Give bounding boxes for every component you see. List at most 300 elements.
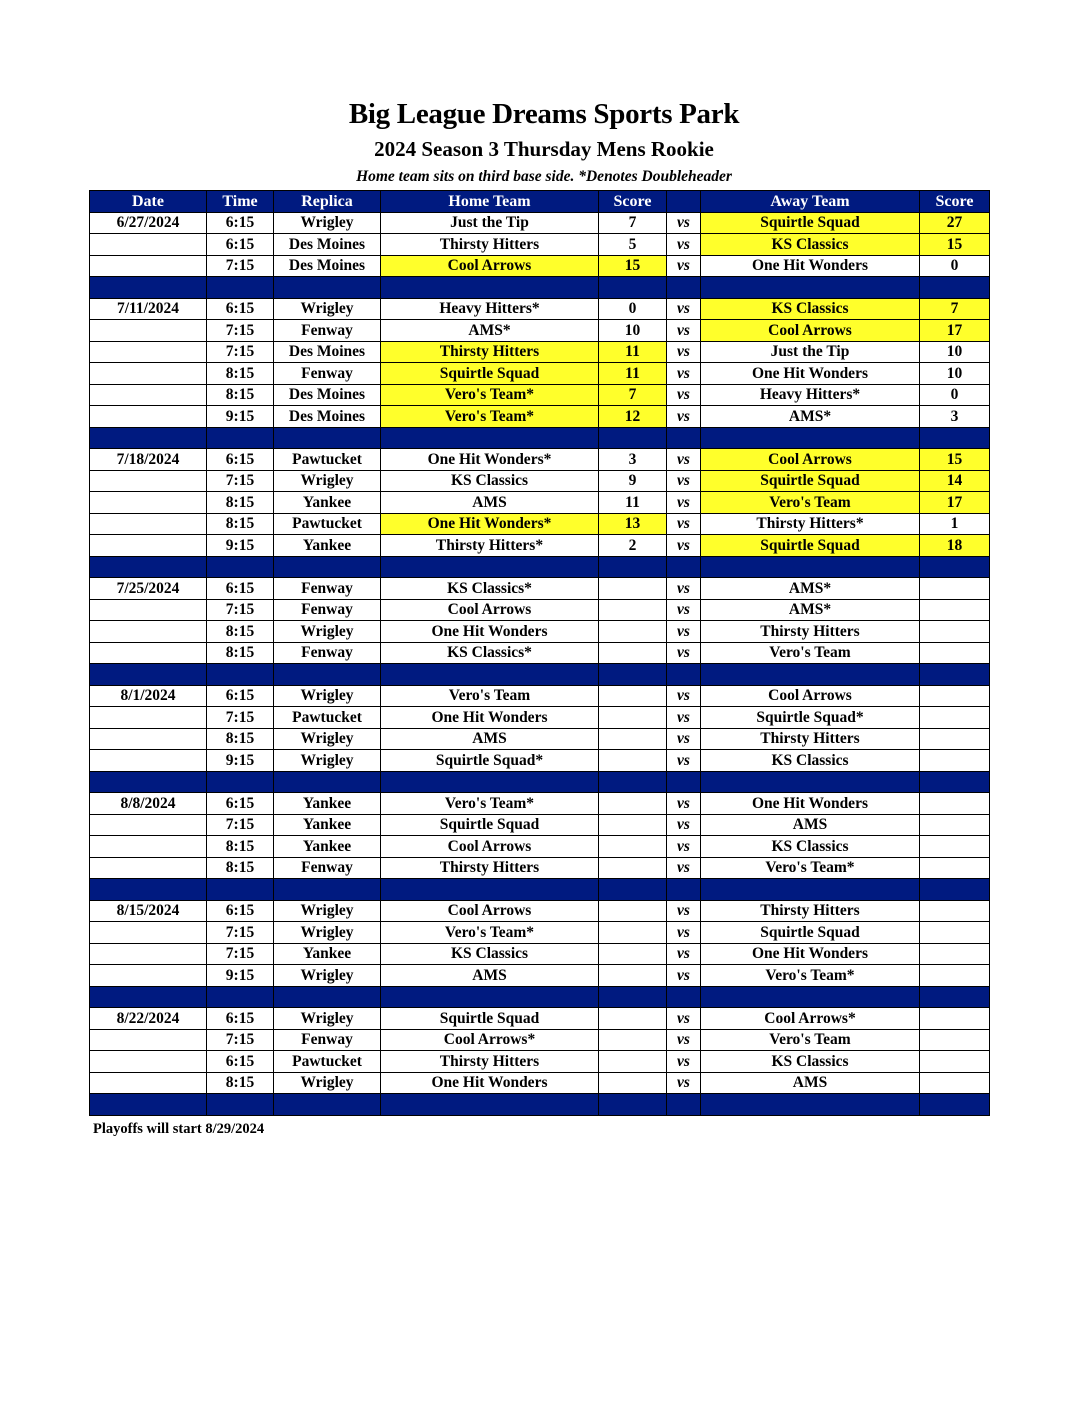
separator-cell [667,986,701,1008]
game-date [90,1051,207,1073]
table-row [90,1008,990,1030]
game-replica: Wrigley [274,470,381,492]
home-team: Cool Arrows [381,255,599,277]
away-score: 7 [920,298,990,320]
separator-cell [381,556,599,578]
home-team: Thirsty Hitters [381,857,599,879]
away-team: Vero's Team [701,1029,920,1051]
game-time: 6:15 [207,212,274,234]
game-replica: Yankee [274,793,381,815]
vs-label: vs [667,234,701,256]
game-time: 8:15 [207,1072,274,1094]
game-date [90,642,207,664]
vs-label: vs [667,255,701,277]
vs-label: vs [667,707,701,729]
table-row [90,707,990,729]
separator-cell [207,556,274,578]
table-header-row [90,191,990,213]
away-team: KS Classics [701,750,920,772]
table-row [90,449,990,471]
home-team: AMS [381,965,599,987]
separator-cell [274,556,381,578]
home-score [599,599,667,621]
table-row [90,599,990,621]
game-replica: Fenway [274,578,381,600]
game-time: 7:15 [207,943,274,965]
column-header-away-team: Away Team [701,191,920,213]
game-time: 9:15 [207,750,274,772]
home-score [599,1051,667,1073]
separator-cell [920,664,990,686]
vs-label: vs [667,384,701,406]
game-replica: Wrigley [274,298,381,320]
home-score [599,1072,667,1094]
separator-cell [667,1094,701,1116]
table-row [90,298,990,320]
home-score: 5 [599,234,667,256]
game-date [90,965,207,987]
table-row [90,922,990,944]
away-team: Just the Tip [701,341,920,363]
game-date: 8/22/2024 [90,1008,207,1030]
separator-cell [274,664,381,686]
vs-label: vs [667,320,701,342]
game-replica: Yankee [274,535,381,557]
vs-label: vs [667,621,701,643]
week-separator [90,771,990,793]
home-team: Vero's Team* [381,793,599,815]
table-row [90,341,990,363]
home-team: Cool Arrows [381,836,599,858]
game-replica: Yankee [274,836,381,858]
separator-cell [381,771,599,793]
home-team: AMS [381,492,599,514]
vs-label: vs [667,470,701,492]
away-team: Vero's Team [701,642,920,664]
away-team: Squirtle Squad* [701,707,920,729]
away-score [920,814,990,836]
separator-cell [920,986,990,1008]
separator-cell [599,277,667,299]
table-row [90,750,990,772]
game-replica: Yankee [274,492,381,514]
column-header-home-team: Home Team [381,191,599,213]
away-score [920,1051,990,1073]
home-team: One Hit Wonders [381,1072,599,1094]
table-row [90,255,990,277]
week-separator [90,879,990,901]
vs-label: vs [667,406,701,428]
table-row [90,1072,990,1094]
game-time: 8:15 [207,621,274,643]
home-score: 11 [599,492,667,514]
game-date [90,599,207,621]
away-score: 10 [920,341,990,363]
game-replica: Wrigley [274,621,381,643]
vs-label: vs [667,728,701,750]
column-header-date: Date [90,191,207,213]
game-date [90,943,207,965]
home-score [599,814,667,836]
home-team: Squirtle Squad [381,814,599,836]
separator-cell [381,427,599,449]
game-replica: Wrigley [274,965,381,987]
table-row [90,728,990,750]
table-row [90,513,990,535]
home-team: KS Classics* [381,578,599,600]
game-time: 6:15 [207,449,274,471]
game-time: 6:15 [207,1051,274,1073]
vs-label: vs [667,535,701,557]
away-score [920,836,990,858]
vs-label: vs [667,857,701,879]
week-separator [90,1094,990,1116]
game-date [90,922,207,944]
separator-cell [920,427,990,449]
home-team: Heavy Hitters* [381,298,599,320]
vs-label: vs [667,814,701,836]
column-header-home-score: Score [599,191,667,213]
game-replica: Fenway [274,857,381,879]
vs-label: vs [667,599,701,621]
schedule-table [89,190,990,1116]
separator-cell [90,1094,207,1116]
game-date [90,1072,207,1094]
game-replica: Fenway [274,599,381,621]
game-replica: Fenway [274,642,381,664]
column-header-time: Time [207,191,274,213]
separator-cell [381,986,599,1008]
away-team: AMS* [701,599,920,621]
game-date: 8/8/2024 [90,793,207,815]
away-score [920,578,990,600]
separator-cell [90,427,207,449]
away-team: Cool Arrows* [701,1008,920,1030]
away-team: Squirtle Squad [701,212,920,234]
away-team: AMS* [701,578,920,600]
away-score: 15 [920,449,990,471]
away-score [920,728,990,750]
home-team: Thirsty Hitters [381,1051,599,1073]
separator-cell [920,277,990,299]
separator-cell [207,664,274,686]
game-time: 7:15 [207,599,274,621]
game-replica: Pawtucket [274,513,381,535]
vs-label: vs [667,642,701,664]
separator-cell [381,664,599,686]
separator-cell [90,986,207,1008]
week-separator [90,427,990,449]
away-score: 0 [920,255,990,277]
separator-cell [274,1094,381,1116]
game-date: 7/18/2024 [90,449,207,471]
separator-cell [274,277,381,299]
separator-cell [599,879,667,901]
away-team: KS Classics [701,298,920,320]
home-score [599,1029,667,1051]
vs-label: vs [667,943,701,965]
away-team: Thirsty Hitters [701,621,920,643]
table-row [90,793,990,815]
separator-cell [920,1094,990,1116]
home-score [599,793,667,815]
game-time: 6:15 [207,1008,274,1030]
home-score: 3 [599,449,667,471]
away-score [920,599,990,621]
home-team: One Hit Wonders* [381,449,599,471]
vs-label: vs [667,341,701,363]
away-score: 10 [920,363,990,385]
separator-cell [90,771,207,793]
game-date [90,707,207,729]
page-subtitle: 2024 Season 3 Thursday Mens Rookie [374,137,714,161]
game-time: 9:15 [207,406,274,428]
game-date: 7/11/2024 [90,298,207,320]
game-date [90,320,207,342]
game-time: 7:15 [207,707,274,729]
away-team: AMS* [701,406,920,428]
game-replica: Fenway [274,363,381,385]
game-replica: Wrigley [274,728,381,750]
game-date: 8/1/2024 [90,685,207,707]
separator-cell [920,771,990,793]
game-replica: Wrigley [274,900,381,922]
away-team: KS Classics [701,234,920,256]
vs-label: vs [667,513,701,535]
game-time: 7:15 [207,922,274,944]
column-header-replica: Replica [274,191,381,213]
game-date [90,470,207,492]
game-time: 6:15 [207,298,274,320]
table-row [90,836,990,858]
vs-label: vs [667,1072,701,1094]
home-score: 2 [599,535,667,557]
game-time: 8:15 [207,513,274,535]
vs-label: vs [667,492,701,514]
separator-cell [599,986,667,1008]
page-title: Big League Dreams Sports Park [348,98,740,130]
home-score: 9 [599,470,667,492]
home-score: 7 [599,212,667,234]
game-date [90,1029,207,1051]
home-team: AMS [381,728,599,750]
away-score [920,685,990,707]
game-time: 7:15 [207,341,274,363]
away-score: 0 [920,384,990,406]
home-team: KS Classics [381,470,599,492]
away-score [920,965,990,987]
vs-label: vs [667,965,701,987]
away-score [920,642,990,664]
table-row [90,406,990,428]
home-team: Thirsty Hitters [381,341,599,363]
game-date [90,234,207,256]
vs-label: vs [667,1029,701,1051]
home-score: 12 [599,406,667,428]
separator-cell [207,771,274,793]
separator-cell [701,556,920,578]
vs-label: vs [667,836,701,858]
week-separator [90,277,990,299]
home-team: Squirtle Squad* [381,750,599,772]
away-score: 17 [920,492,990,514]
home-team: Cool Arrows [381,599,599,621]
home-score: 0 [599,298,667,320]
away-score [920,1008,990,1030]
separator-cell [701,1094,920,1116]
game-date [90,535,207,557]
vs-label: vs [667,298,701,320]
separator-cell [667,771,701,793]
home-score: 10 [599,320,667,342]
home-score [599,943,667,965]
separator-cell [381,1094,599,1116]
separator-cell [701,427,920,449]
table-row [90,212,990,234]
away-team: Cool Arrows [701,320,920,342]
game-time: 8:15 [207,384,274,406]
away-team: Squirtle Squad [701,922,920,944]
separator-cell [701,771,920,793]
game-replica: Wrigley [274,212,381,234]
game-time: 7:15 [207,814,274,836]
away-score: 27 [920,212,990,234]
home-score: 15 [599,255,667,277]
vs-label: vs [667,212,701,234]
game-time: 6:15 [207,234,274,256]
home-score [599,578,667,600]
home-score [599,685,667,707]
table-row [90,363,990,385]
away-team: Thirsty Hitters [701,900,920,922]
game-replica: Fenway [274,1029,381,1051]
game-replica: Des Moines [274,384,381,406]
game-time: 6:15 [207,578,274,600]
home-score [599,836,667,858]
away-score [920,1072,990,1094]
game-time: 9:15 [207,965,274,987]
away-score [920,621,990,643]
away-score: 1 [920,513,990,535]
home-team: One Hit Wonders* [381,513,599,535]
schedule-note: Home team sits on third base side. *Denotes Doubleheader [356,168,732,185]
home-team: Just the Tip [381,212,599,234]
away-team: KS Classics [701,1051,920,1073]
table-row [90,1029,990,1051]
separator-cell [599,427,667,449]
away-score: 17 [920,320,990,342]
game-date [90,492,207,514]
separator-cell [274,427,381,449]
home-team: One Hit Wonders [381,707,599,729]
game-replica: Des Moines [274,234,381,256]
game-time: 7:15 [207,470,274,492]
game-date [90,513,207,535]
home-score: 11 [599,363,667,385]
home-score [599,728,667,750]
table-row [90,900,990,922]
away-team: Cool Arrows [701,685,920,707]
away-score [920,1029,990,1051]
game-date [90,728,207,750]
away-team: KS Classics [701,836,920,858]
away-score [920,900,990,922]
column-header-away-score: Score [920,191,990,213]
home-team: One Hit Wonders [381,621,599,643]
separator-cell [207,277,274,299]
game-replica: Des Moines [274,255,381,277]
table-row [90,578,990,600]
separator-cell [207,1094,274,1116]
away-team: Vero's Team* [701,965,920,987]
week-separator [90,664,990,686]
table-row [90,814,990,836]
game-time: 6:15 [207,685,274,707]
separator-cell [701,879,920,901]
away-team: Vero's Team [701,492,920,514]
away-team: Vero's Team* [701,857,920,879]
vs-label: vs [667,922,701,944]
home-team: Vero's Team* [381,384,599,406]
vs-label: vs [667,900,701,922]
home-score [599,900,667,922]
game-date [90,814,207,836]
game-date [90,363,207,385]
game-date: 6/27/2024 [90,212,207,234]
separator-cell [599,664,667,686]
game-time: 8:15 [207,728,274,750]
home-score: 13 [599,513,667,535]
game-time: 8:15 [207,642,274,664]
home-team: Cool Arrows [381,900,599,922]
away-score [920,793,990,815]
game-time: 8:15 [207,836,274,858]
home-team: Squirtle Squad [381,363,599,385]
home-team: KS Classics* [381,642,599,664]
game-replica: Yankee [274,943,381,965]
game-date [90,255,207,277]
away-team: Heavy Hitters* [701,384,920,406]
home-score [599,707,667,729]
game-replica: Des Moines [274,341,381,363]
home-team: Squirtle Squad [381,1008,599,1030]
separator-cell [381,277,599,299]
vs-label: vs [667,449,701,471]
away-score [920,707,990,729]
away-score: 3 [920,406,990,428]
game-replica: Wrigley [274,1072,381,1094]
game-time: 7:15 [207,1029,274,1051]
column-header-vs [667,191,701,213]
table-row [90,470,990,492]
away-score: 14 [920,470,990,492]
away-score [920,943,990,965]
game-date [90,750,207,772]
home-score [599,642,667,664]
separator-cell [667,879,701,901]
home-score [599,857,667,879]
table-row [90,320,990,342]
separator-cell [90,664,207,686]
separator-cell [599,1094,667,1116]
game-time: 8:15 [207,492,274,514]
separator-cell [90,556,207,578]
separator-cell [90,879,207,901]
vs-label: vs [667,363,701,385]
game-date [90,857,207,879]
vs-label: vs [667,685,701,707]
game-date: 8/15/2024 [90,900,207,922]
